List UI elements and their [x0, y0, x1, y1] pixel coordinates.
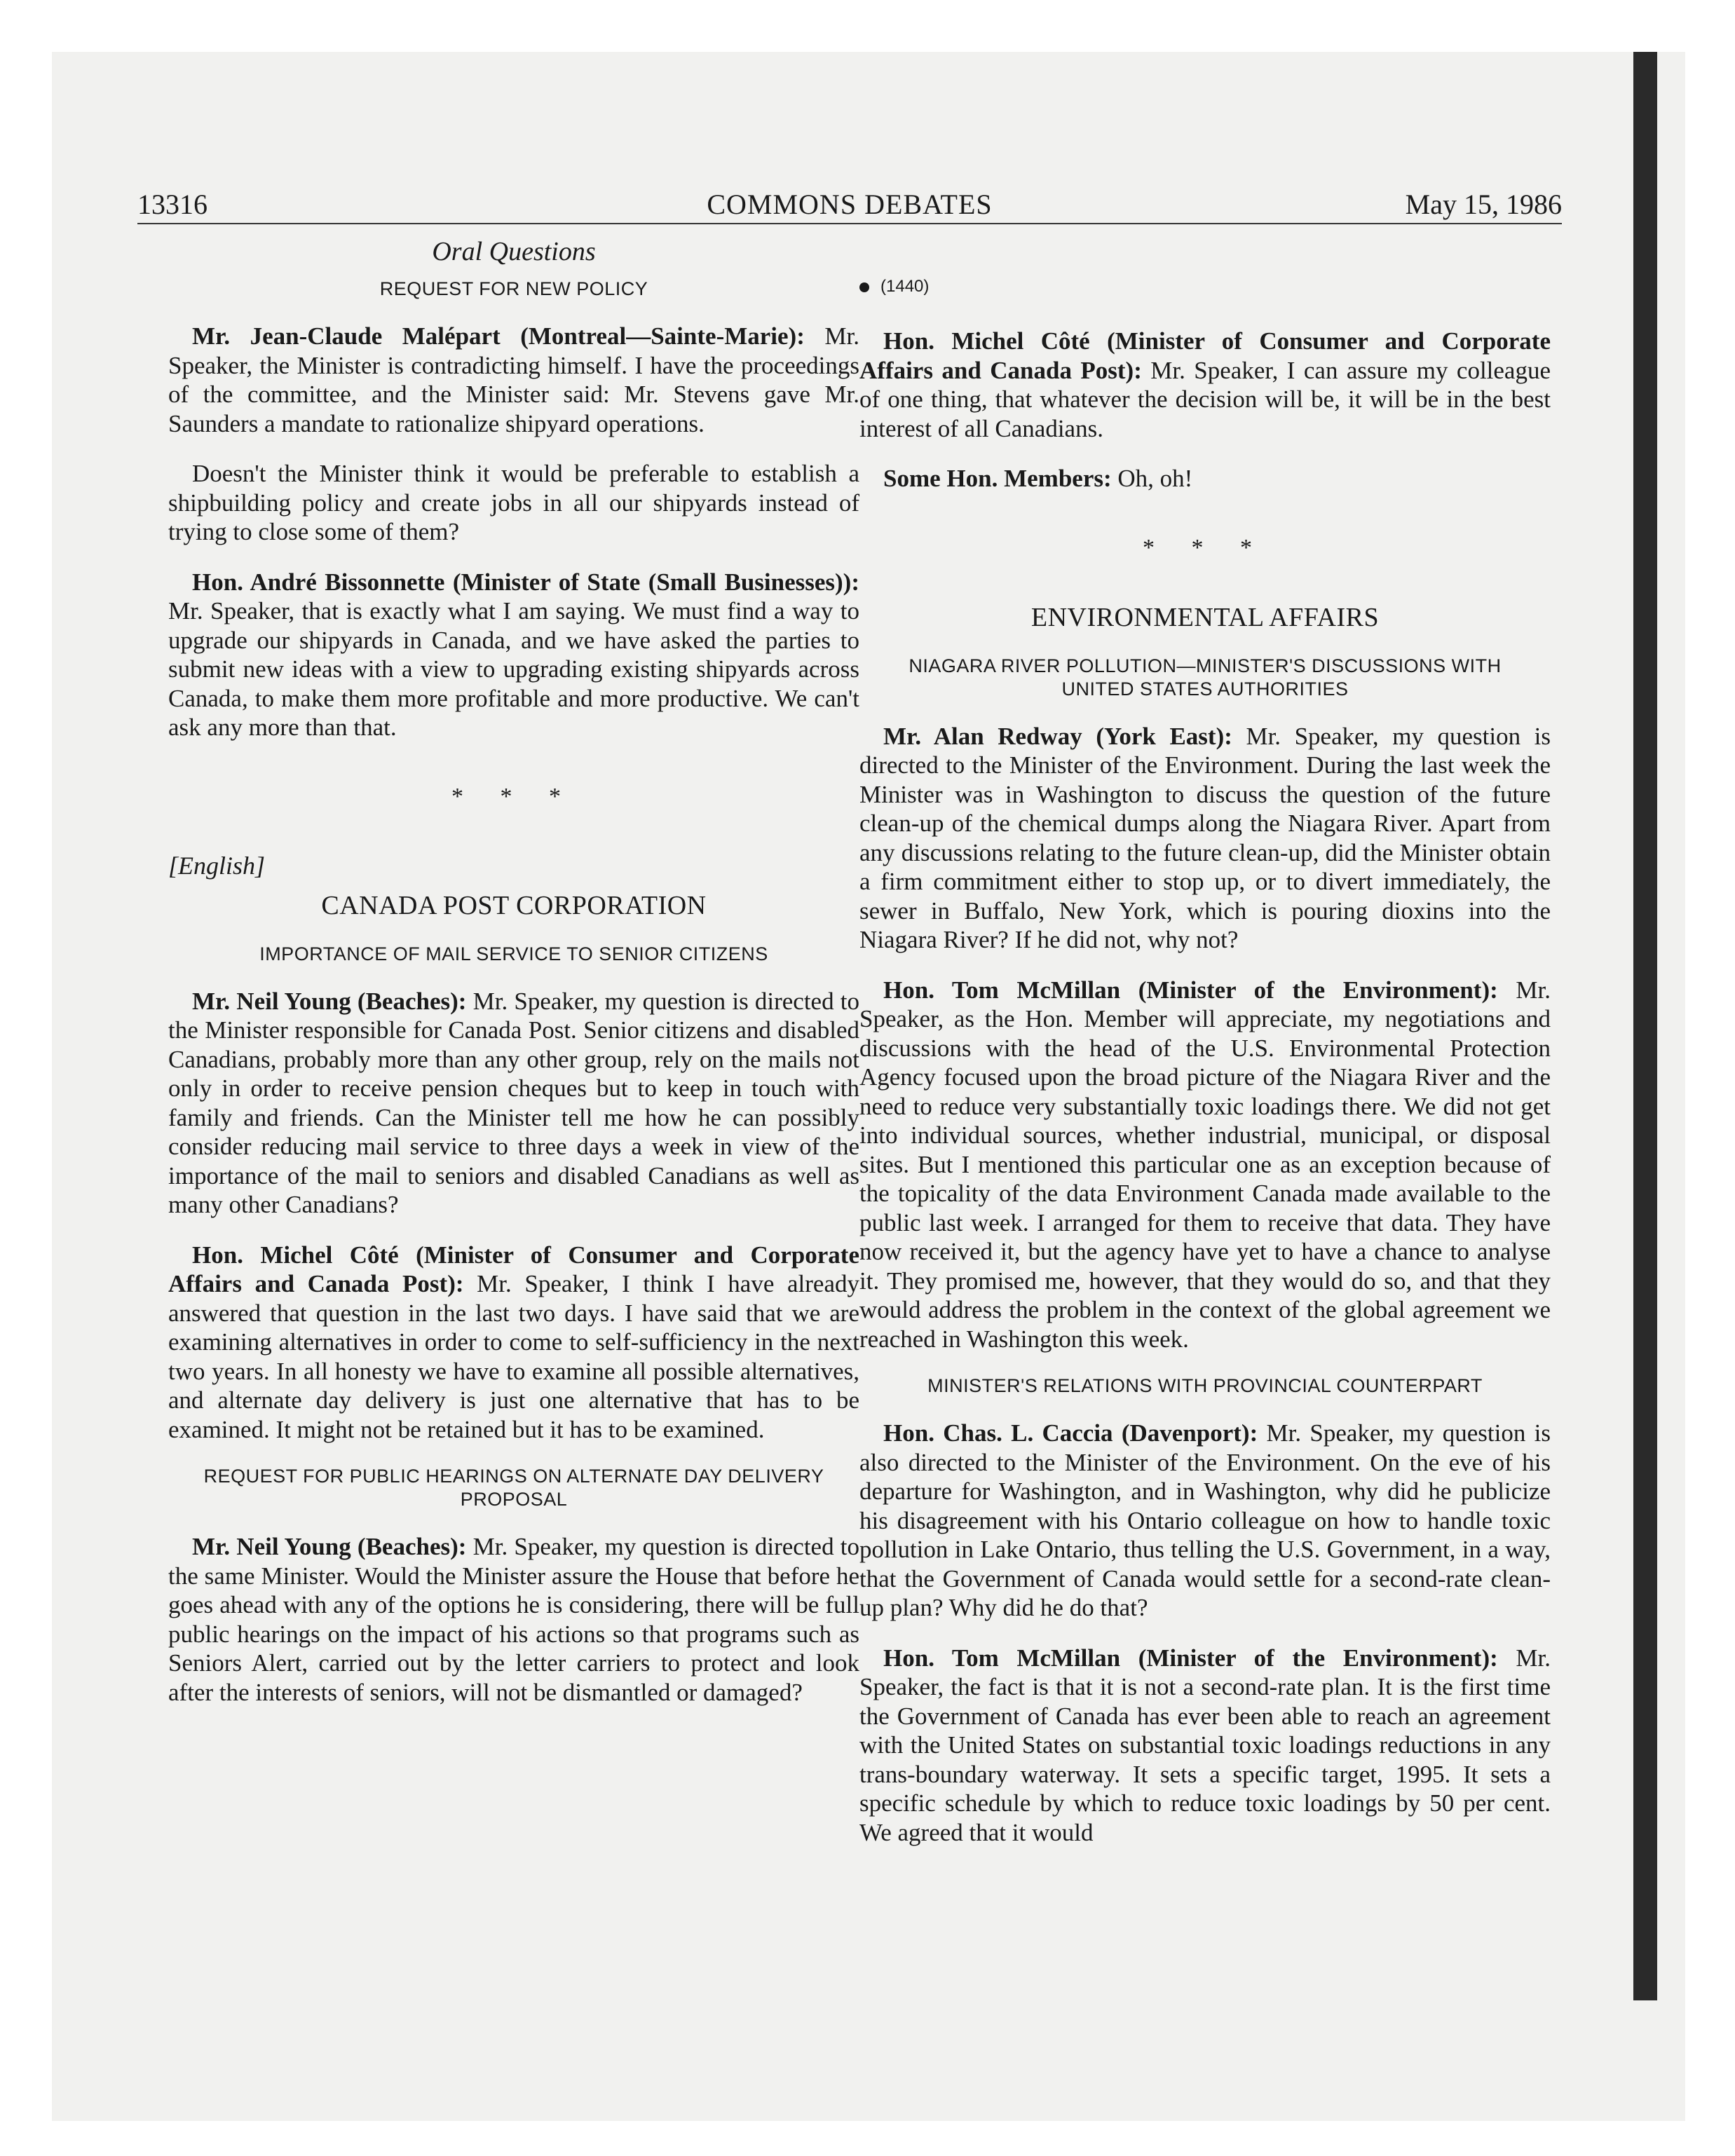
- speech-text: Mr. Speaker, that is exactly what I am saying. We must find a way to upgrade our shipyards in Canada, and we have asked the parties to submit new ideas with a view to upgrading existing shipyards across Canada, to make them more profitable and more productive. We can't ask any more than that.: [168, 597, 859, 741]
- page-date: May 15, 1986: [1405, 189, 1562, 220]
- speech-paragraph: [168, 459, 859, 547]
- speech-text: Mr. Speaker, I think I have already answered that question in the last two days. I have said that we are examining alternatives in order to come to self-sufficiency in the next two years. In all honesty we have to examine all possible alternatives, and alternate day delivery is just one alternative that has to be examined. It might not be retained but it has to be examined.: [168, 1270, 860, 1443]
- speech-text: Mr. Speaker, my question is directed to the Minister responsible for Canada Post. Senior citizens and disabled Canadians, probably more than any other group, rely on the mails not only in order to receive pension cheques but to keep in touch with family and friends. Can the Minister tell me how he can possibly consider reducing mail service to three days a week in view of the importance of the mail to seniors and disabled Canadians as well as many other Canadians?: [168, 987, 859, 1218]
- speaker-name: Hon. André Bissonnette (Minister of State (Small Businesses)):: [192, 568, 859, 596]
- time-stamp: (1440): [880, 277, 930, 296]
- speech-text: Mr. Speaker, my question is also directed to the Minister of the Environment. On the eve of his departure for Washington, and in Washington, why did he publicize his disagreement with his Ontario colleague on how to handle toxic pollution in Lake Ontario, thus telling the U.S. Government, in a way, that the Government of Canada would settle for a second-rate clean-up plan? Why did he do that?: [859, 1419, 1551, 1621]
- section-separator: * * *: [451, 783, 576, 810]
- scan-edge-bar: [1633, 52, 1657, 2000]
- subheading: IMPORTANCE OF MAIL SERVICE TO SENIOR CITIZENS: [259, 943, 768, 964]
- speaker-name: Hon. Tom McMillan (Minister of the Environment):: [883, 1644, 1498, 1672]
- speaker-name: Mr. Neil Young (Beaches):: [192, 987, 467, 1015]
- speech-paragraph: [859, 1419, 1551, 1623]
- left-column: [168, 231, 859, 1707]
- speech-text: Mr. Speaker, the Minister is contradicting himself. I have the proceedings of the committee, and the Minister said: Mr. Stevens gave Mr. Saunders a mandate to rationalize shipyard operations.: [168, 322, 859, 437]
- speech-paragraph: [168, 1532, 859, 1707]
- speaker-name: Hon. Chas. L. Caccia (Davenport):: [883, 1419, 1258, 1447]
- speech-paragraph: [859, 464, 1551, 493]
- speech-paragraph: [168, 1241, 859, 1445]
- speech-text: Oh, oh!: [1111, 465, 1193, 492]
- subheading: NIAGARA RIVER POLLUTION—MINISTER'S DISCUSSIONS WITH UNITED STATES AUTHORITIES: [909, 655, 1502, 700]
- speech-paragraph: [859, 1644, 1551, 1848]
- speaker-name: Hon. Tom McMillan (Minister of the Environment):: [883, 976, 1498, 1004]
- page-number: 13316: [137, 189, 207, 220]
- section-heading: ENVIRONMENTAL AFFAIRS: [1030, 602, 1380, 632]
- speech-paragraph: [168, 568, 859, 742]
- subheading: MINISTER'S RELATIONS WITH PROVINCIAL COUNTERPART: [927, 1375, 1483, 1396]
- running-title: COMMONS DEBATES: [707, 189, 993, 220]
- speaker-name: Mr. Neil Young (Beaches):: [192, 1533, 467, 1560]
- time-marker: [859, 275, 1551, 299]
- speaker-name: Some Hon. Members:: [883, 465, 1112, 492]
- speaker-name: Mr. Alan Redway (York East):: [883, 722, 1232, 750]
- speech-text: Doesn't the Minister think it would be preferable to establish a shipbuilding policy and create jobs in all our shipyards instead of trying to close some of them?: [168, 460, 859, 545]
- running-header: [137, 188, 1562, 224]
- section-heading: CANADA POST CORPORATION: [321, 890, 707, 920]
- section-label: Oral Questions: [432, 237, 596, 266]
- section-separator: * * *: [1143, 534, 1267, 561]
- speech-paragraph: [859, 722, 1551, 955]
- language-marker: [English]: [168, 851, 266, 880]
- subheading: REQUEST FOR NEW POLICY: [379, 278, 648, 299]
- speech-paragraph: [859, 976, 1551, 1354]
- speech-text: Mr. Speaker, as the Hon. Member will appreciate, my negotiations and discussions with the head of the U.S. Environmental Protection Agency focused upon the broad picture of the Niagara River and the need to reduce very substantially toxic loadings there. We did not get into individual sources, whether industrial, municipal, or disposal sites. But I mentioned this particular one as an exception because of the topicality of the data Environment Canada made available to the public last week. I arranged for them to receive that data. They have now received it, but the agency have yet to have a chance to analyse it. They promised me, however, that they would do so, and that they would address the problem in the context of the global agreement we reached in Washington this week.: [859, 976, 1551, 1353]
- right-column: [859, 231, 1551, 1847]
- speaker-name: Mr. Jean-Claude Malépart (Montreal—Sainte-Marie):: [192, 322, 805, 350]
- speech-paragraph: [859, 327, 1551, 443]
- speaker-name: Hon. Michel Côté (Minister of Consumer and Corporate Affairs and Canada Post):: [859, 327, 1551, 384]
- subheading: REQUEST FOR PUBLIC HEARINGS ON ALTERNATE DAY DELIVERY PROPOSAL: [203, 1466, 824, 1510]
- speech-text: Mr. Speaker, my question is directed to the Minister of the Environment. During the last week the Minister was in Washington to discuss the question of the future clean-up of the chemical dumps along the Niagara River. Apart from any discussions relating to the future clean-up, did the Minister obtain a firm commitment either to stop up, or to divert immediately, the sewer in Buffalo, New York, which is pouring dioxins into the Niagara River? If he did not, why not?: [859, 722, 1551, 953]
- speech-text: Mr. Speaker, I can assure my colleague of one thing, that whatever the decision will be, it will be in the best interest of all Canadians.: [859, 356, 1551, 442]
- speech-paragraph: [168, 987, 859, 1220]
- speech-text: Mr. Speaker, my question is directed to the same Minister. Would the Minister assure the House that before he goes ahead with any of the options he is considering, there will be full public hearings on the impact of his actions so that programs such as Seniors Alert, carried out by the letter carriers to protect and look after the interests of seniors, will not be dismantled or damaged?: [168, 1533, 859, 1706]
- speech-text: Mr. Speaker, the fact is that it is not a second-rate plan. It is the first time the Government of Canada has ever been able to reach an agreement with the United States on substantial toxic loadings reductions in any trans-boundary waterway. It sets a specific target, 1995. It sets a specific schedule by which to reduce toxic loadings by 50 per cent. We agreed that it would: [859, 1644, 1551, 1846]
- speaker-name: Hon. Michel Côté (Minister of Consumer and Corporate Affairs and Canada Post):: [168, 1241, 859, 1297]
- speech-paragraph: [168, 322, 859, 438]
- bullet-icon: [859, 282, 869, 292]
